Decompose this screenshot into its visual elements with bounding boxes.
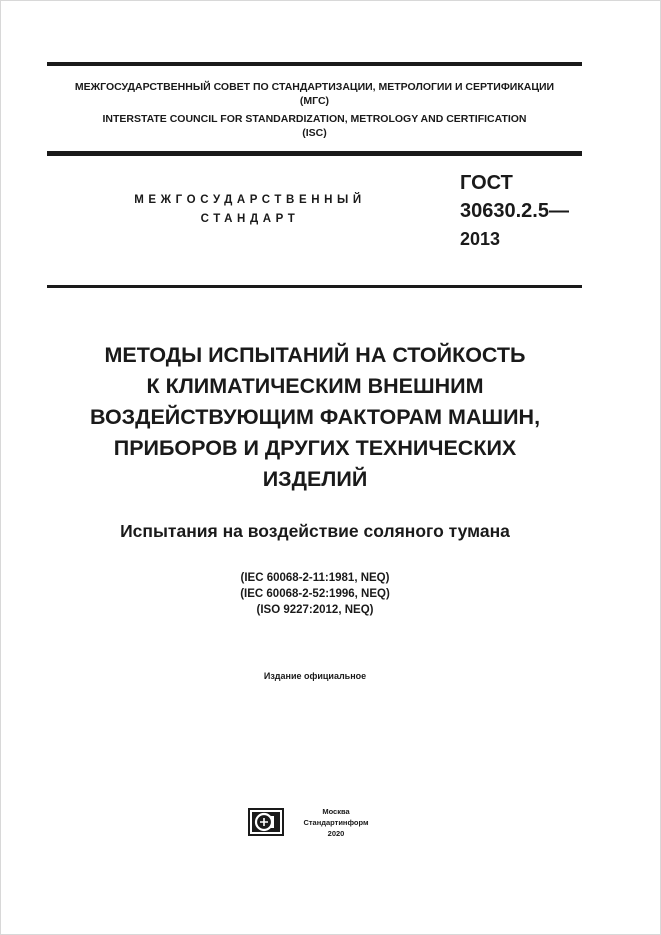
title-line: ВОЗДЕЙСТВУЮЩИМ ФАКТОРАМ МАШИН, [89, 405, 541, 429]
publisher-name: Стандартинформ [303, 818, 369, 827]
reference-standards [60, 570, 570, 618]
gost-label: ГОСТ [460, 172, 513, 194]
council-russian [47, 80, 582, 108]
title-line: ИЗДЕЛИЙ [262, 467, 368, 491]
document-title [60, 340, 570, 495]
lower-rule [47, 285, 582, 288]
standartinform-logo-icon [248, 807, 284, 837]
title-line: ПРИБОРОВ И ДРУГИХ ТЕХНИЧЕСКИХ [113, 436, 517, 460]
council-english-name: INTERSTATE COUNCIL FOR STANDARDIZATION, METROLOGY AND CERTIFICATION [102, 113, 527, 125]
publisher-year: 2020 [327, 829, 345, 838]
reference-item: (IEC 60068-2-52:1996, NEQ) [240, 588, 390, 600]
council-english-abbr: (ISC) [302, 127, 327, 139]
reference-item: (IEC 60068-2-11:1981, NEQ) [240, 572, 390, 584]
top-rule [47, 62, 582, 66]
council-english [47, 112, 582, 140]
document-subtitle: Испытания на воздействие соляного тумана [120, 521, 510, 541]
publisher-city: Москва [322, 807, 350, 816]
title-line: К КЛИМАТИЧЕСКИМ ВНЕШНИМ [146, 374, 484, 398]
publisher-block [296, 806, 376, 839]
council-russian-abbr: (МГС) [299, 95, 330, 107]
gost-year: 2013 [460, 229, 501, 249]
title-line: МЕТОДЫ ИСПЫТАНИЙ НА СТОЙКОСТЬ [104, 343, 526, 367]
edition-note: Издание официальное [263, 671, 367, 681]
middle-rule [47, 151, 582, 156]
standard-type-line2: СТАНДАРТ [200, 213, 300, 225]
reference-item: (ISO 9227:2012, NEQ) [256, 604, 374, 616]
standard-type-line1: МЕЖГОСУДАРСТВЕННЫЙ [134, 194, 366, 206]
gost-number: 30630.2.5— [460, 200, 569, 222]
council-russian-name: МЕЖГОСУДАРСТВЕННЫЙ СОВЕТ ПО СТАНДАРТИЗАЦИИ, МЕТРОЛОГИИ И СЕРТИФИКАЦИИ [74, 81, 555, 93]
